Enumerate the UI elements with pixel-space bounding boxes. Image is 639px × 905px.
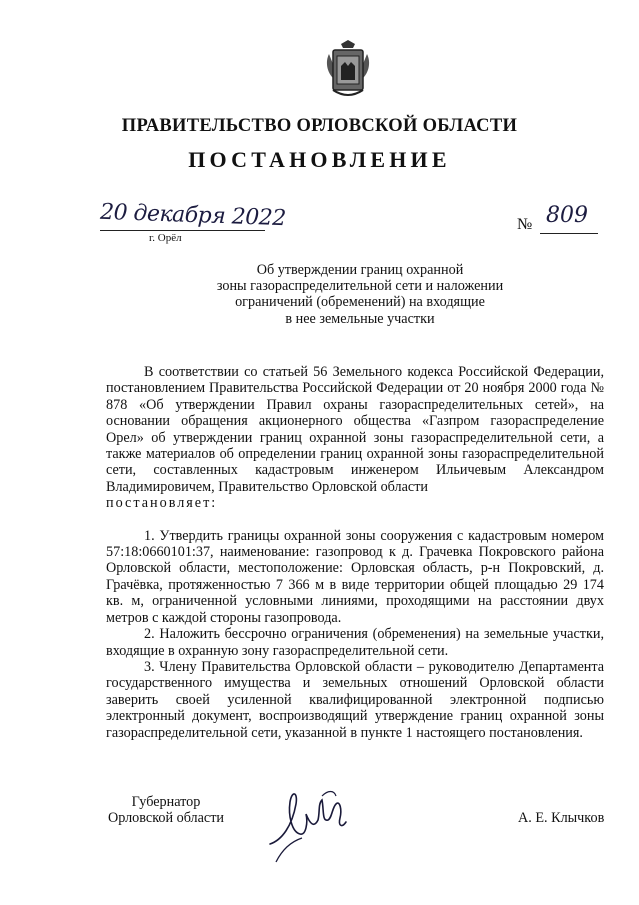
item-2-paragraph: 2. Наложить бессрочно ограничения (обременения) на земельные участки, входящие в охранную зону газораспределительной сети. — [106, 626, 604, 659]
coat-of-arms-emblem — [323, 40, 373, 100]
document-body — [106, 364, 604, 741]
city-label: г. Орёл — [149, 232, 182, 244]
signatory-title — [106, 794, 226, 827]
date-underline — [100, 230, 265, 231]
handwritten-date: 20 декабря 2022 — [99, 199, 287, 232]
handwritten-signature — [262, 782, 362, 872]
signatory-name: А. Е. Клычков — [518, 810, 605, 826]
item-3-paragraph: 3. Члену Правительства Орловской области – руководителю Департамента государственного имущества и земельных отношений Орловской области заверить своей усиленной квалифицированной электронной подписью электронный документ, воспроизводящий утверждение границ охранной зоны газораспределительной сети, указанной в пункте 1 настоящего постановления. — [106, 658, 604, 741]
number-underline — [540, 233, 598, 234]
resolves-word: постановляет: — [106, 495, 218, 512]
item-1-paragraph: 1. Утвердить границы охранной зоны сооружения с кадастровым номером 57:18:0660101:37, наименование: газопровод к д. Грачевка Покровского района Орловской области, местоположение: Орловская область, р-н Покровский, д. Грачёвка, протяженностью 7 366 м в виде территории общей площадью 29 174 кв. м, ограниченной условными линиями, проходящими на расстоянии двух метров с каждой стороны газопровода. — [106, 527, 604, 626]
document-subject — [180, 262, 540, 327]
document-type-title: ПОСТАНОВЛЕНИЕ — [188, 147, 451, 172]
number-sign: № — [517, 216, 533, 233]
subject-line: ограничений (обременений) на входящие — [235, 294, 485, 311]
subject-line: зоны газораспределительной сети и наложении — [216, 278, 504, 295]
subject-line: в нее земельные участки — [285, 310, 435, 327]
organization-title: ПРАВИТЕЛЬСТВО ОРЛОВСКОЙ ОБЛАСТИ — [121, 116, 518, 136]
subject-line: Об утверждении границ охранной — [256, 262, 464, 278]
preamble-paragraph: В соответствии со статьей 56 Земельного кодекса Российской Федерации, постановлением Правительства Российской Федерации от 20 ноября 2000 года № 878 «Об утверждении Правил охраны газораспределительных сетей», на основании обращения акционерного общества «Газпром газораспределение Орел» об утверждении границ охранной зоны газораспределительной сети, а также материалов об определении границ охранной зоны газораспределительной сети, составленных кадастровым инженером Ильичевым Александром Владимировичем, Правительство Орловской области — [106, 364, 604, 495]
handwritten-number: 809 — [546, 203, 588, 228]
signatory-title-line: Орловской области — [107, 810, 225, 827]
signatory-title-line: Губернатор — [131, 794, 201, 810]
